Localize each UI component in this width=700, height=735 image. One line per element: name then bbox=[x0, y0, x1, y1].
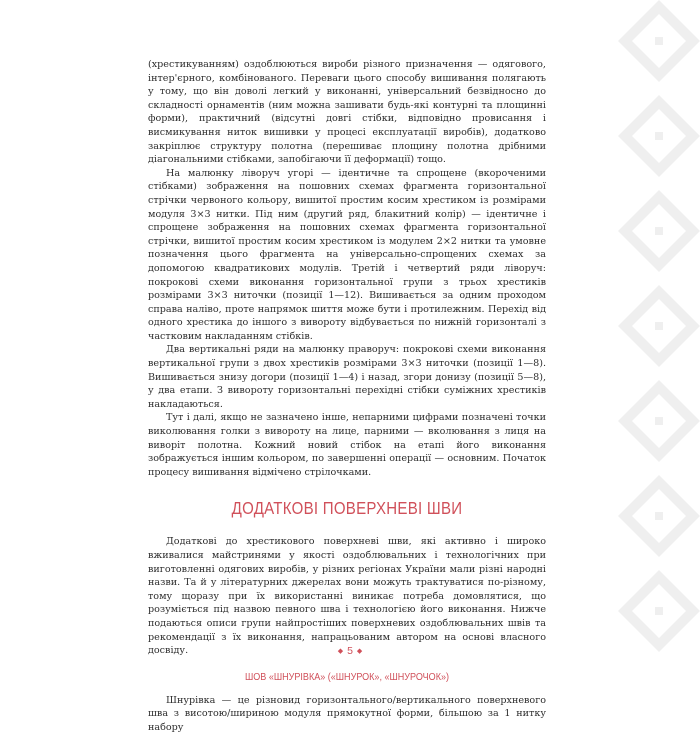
paragraph: Тут і далі, якщо не зазначено інше, непарними цифрами позначені точки виколювання голки з вивороту на лице, парними — вколювання з лиця на виворіт полотна. Кожний новий стібок на етапі його виконання зображується іншим кольором, по завершенні операції — основним. Початок процесу вишивання відмічено стрілочками. bbox=[148, 412, 546, 478]
page-number-value: 5 bbox=[347, 645, 353, 657]
embroidery-ornament-icon bbox=[618, 0, 700, 700]
subsection-heading: ШОВ «ШНУРІВКА» («ШНУРОК», «ШНУРОЧОК») bbox=[244, 670, 450, 683]
paragraph: Два вертикальні ряди на малюнку праворуч: покрокові схеми виконання вертикальної групи з двох хрестиків розмірами 3×3 ниточки (позиції 1—8). Вишиваєтьcя знизу догори (позиції 1—4) і назад, згори донизу (позиції 5—8), у два етапи. З вивороту горизонтальні перехідні стібки суміжних хрестиків накладаються. bbox=[148, 344, 546, 410]
diamond-icon: ◆ bbox=[337, 648, 344, 655]
paragraph: (хрестикуванням) оздоблюються вироби різного призначення — одягового, інтер'єрного, комбінованого. Переваги цього способу вишивання полягають у тому, що він доволі легкий у виконанні, універсальний безвідносно до складності орнаментів (ним можна зашивати будь-які контурні та площинні форми), практичний (відсутні довгі стібки, відповідно провисання і висмикування ниток вишивки у процесі експлуатації виробів), додатково закріплює структуру полотна (перешиває площину полотна дрібними діагональними стібками, запобігаючи її деформації) тощо. bbox=[148, 59, 546, 166]
section-heading: ДОДАТКОВІ ПОВЕРХНЕВІ ШВИ bbox=[231, 498, 463, 519]
diamond-icon: ◆ bbox=[356, 648, 363, 655]
paragraph: Додаткові до хрестикового поверхневі шви, які активно і широко вживалися майстринями у якості оздоблювальних і технологічних при виготовленні одягових виробів, у різних регіонах України мали різні народні назви. Та й у літературних джерелах вони можуть трактуватися по-різному, тому щоразу при їх використанні виникає потреба домовлятися, що розуміється під назвою певного шва і технологією його виконання. Нижче подаються описи групи найпростіших поверхневих оздоблювальних швів та рекомендації з їх виконання, напрацьованим автором на основі власного досвіду. bbox=[148, 536, 546, 657]
paragraph: Шнурівка — це різновид горизонтального/вертикального поверхневого шва з висотою/шириною модуля прямокутної форми, більшою за 1 нитку набору bbox=[148, 694, 546, 733]
main-text bbox=[148, 58, 546, 735]
page-number bbox=[0, 645, 700, 657]
paragraph: На малюнку ліворуч угорі — ідентичне та спрощене (вкороченими стібками) зображення на пошовних схемах фрагмента горизонтальної стрічки червоного кольору, вишитої простим косим хрестиком із розмірами модуля 3×3 нитки. Під ним (другий ряд, блакитний колір) — ідентичне і спрощене зображення на пошовних схемах фрагмента горизонтальної стрічки, вишитої простим косим хрестиком із модулем 2×2 нитки та умовне позначення цього фрагмента на універсально-спрощених схемах за допомогою квадратикових модулів. Третій і четвертий ряди ліворуч: покрокові схеми виконання горизонтальної групи з трьох хрестиків розмірами 3×3 ниточки (позиції 1—12). Вишивається за одним проходом справа наліво, проте напрямок шиття може бути і протилежним. Перехід від одного хрестика до іншого з вивороту відбувається по нижній горизонталі з частковим накладанням стібків. bbox=[148, 167, 546, 342]
